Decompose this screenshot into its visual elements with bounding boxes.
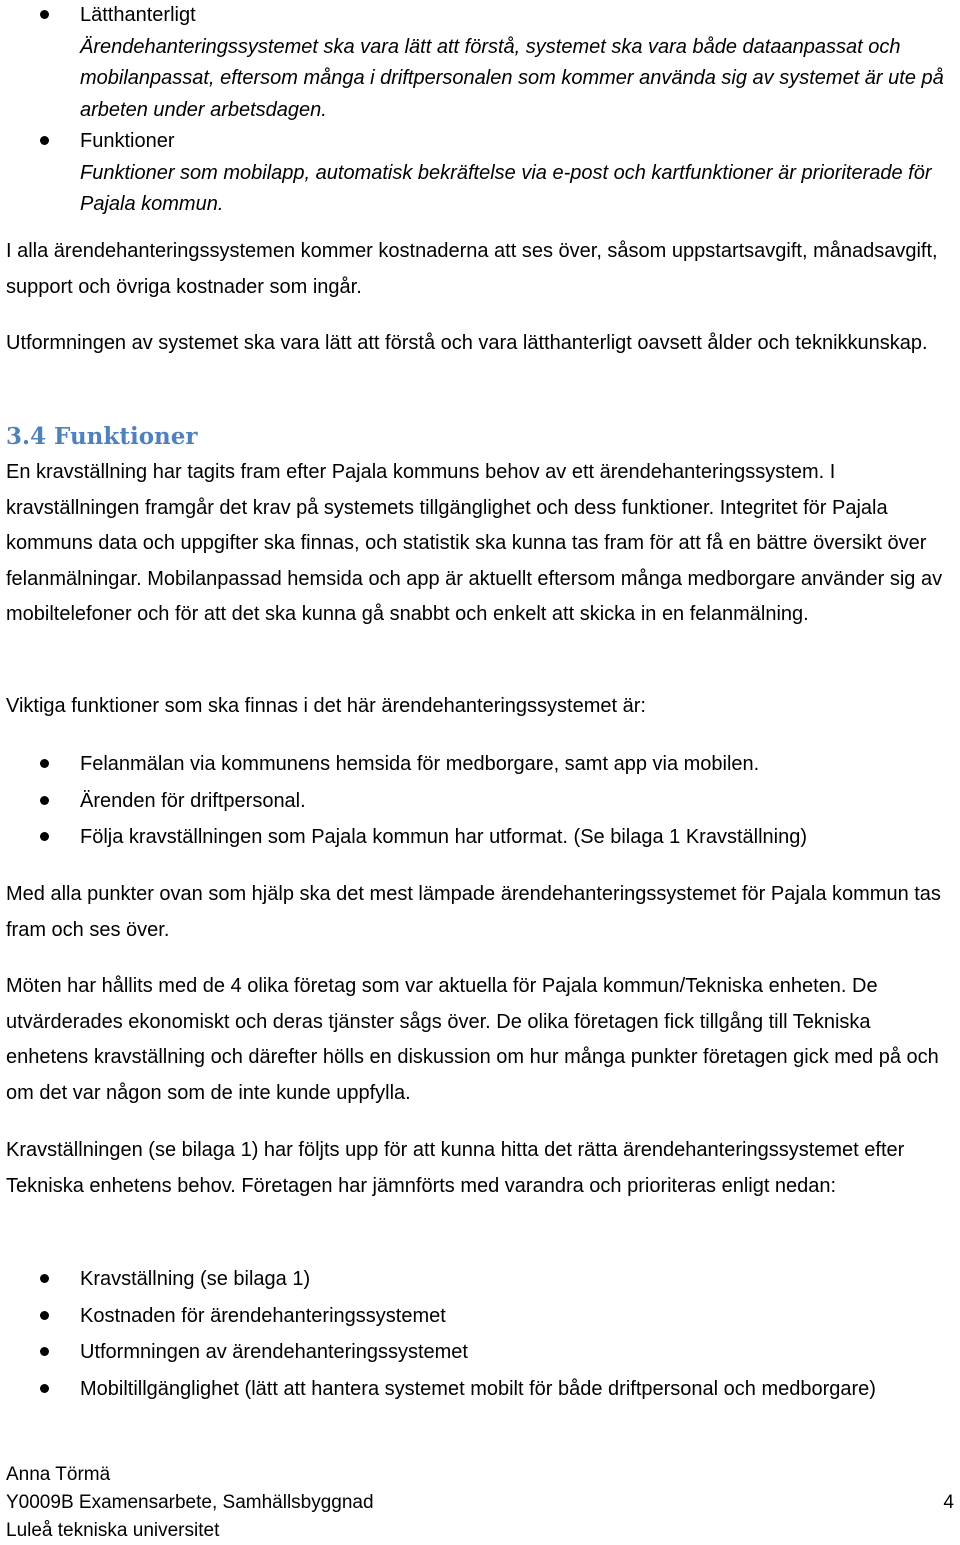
list-item-text: Kravställning (se bilaga 1) — [80, 1268, 311, 1290]
list-item — [0, 783, 960, 820]
list-item-text: Felanmälan via kommunens hemsida för medborgare, samt app via mobilen. — [80, 753, 760, 775]
bullet-icon — [40, 796, 49, 805]
paragraph-summary: Med alla punkter ovan som hjälp ska det mest lämpade ärendehanteringssystemet för Pajala kommun tas fram och ses över. — [6, 883, 941, 941]
bullet-icon — [40, 10, 49, 19]
list-item-title: Funktioner — [80, 130, 175, 152]
footer-author: Anna Törmä — [6, 1464, 111, 1485]
requirements-list — [0, 0, 960, 221]
list-item — [0, 1298, 960, 1335]
list-item — [0, 0, 960, 126]
list-item — [0, 746, 960, 783]
priority-list — [0, 1261, 960, 1407]
list-item-title: Lätthanterligt — [80, 4, 196, 26]
list-item — [0, 126, 960, 221]
list-item-description: Ärendehanteringssystemet ska vara lätt att förstå, systemet ska vara både dataanpassat och mobilanpassat, eftersom många i driftpersonalen som kommer använda sig av systemet är ute på arbeten under arbetsdagen. — [80, 35, 944, 121]
bullet-icon — [40, 832, 49, 841]
bullet-icon — [40, 1311, 49, 1320]
footer-university: Luleå tekniska universitet — [6, 1520, 220, 1541]
page-footer — [6, 1461, 954, 1545]
paragraph-priorities-intro: Kravställningen (se bilaga 1) har följts upp för att kunna hitta det rätta ärendehanteringssystemet efter Tekniska enhetens behov. Företagen har jämnförts med varandra och prioriteras enligt nedan: — [6, 1139, 905, 1197]
paragraph-functions-intro: Viktiga funktioner som ska finnas i det här ärendehanteringssystemet är: — [6, 695, 646, 717]
list-item — [0, 1261, 960, 1298]
list-item-text: Mobiltillgänglighet (lätt att hantera systemet mobilt för både driftpersonal och medborgare) — [80, 1377, 876, 1400]
bullet-icon — [40, 1347, 49, 1356]
functions-list — [0, 746, 960, 856]
footer-course: Y0009B Examensarbete, Samhällsbyggnad — [6, 1492, 374, 1513]
bullet-icon — [40, 136, 49, 145]
paragraph-costs: I alla ärendehanteringssystemen kommer kostnaderna att ses över, såsom uppstartsavgift, månadsavgift, support och övriga kostnader som ingår. — [6, 240, 938, 298]
section-heading: 3.4 Funktioner — [6, 423, 198, 450]
list-item-text: Ärenden för driftpersonal. — [80, 789, 306, 812]
list-item — [0, 1371, 960, 1408]
paragraph-meetings: Möten har hållits med de 4 olika företag som var aktuella för Pajala kommun/Tekniska enheten. De utvärderades ekonomiskt och deras tjänster sågs över. De olika företagen fick tillgång till Tekniska enhetens kravställning och därefter hölls en diskussion om hur många punkter företagen gick med på och om det var någon som de inte kunde uppfylla. — [6, 975, 939, 1104]
list-item — [0, 1334, 960, 1371]
page-number: 4 — [943, 1492, 954, 1513]
paragraph-requirements: En kravställning har tagits fram efter Pajala kommuns behov av ett ärendehanteringssystem. I kravställningen framgår det krav på systemets tillgänglighet och dess funktioner. Integritet för Pajala kommuns data och uppgifter ska finnas, och statistik ska kunna tas fram för att få en bättre översikt över felanmälningar. Mobilanpassad hemsida och app är aktuellt eftersom många medborgare använder sig av mobiltelefoner och för att det ska kunna gå snabbt och enkelt att skicka in en felanmälning. — [6, 461, 943, 625]
list-item-description: Funktioner som mobilapp, automatisk bekräftelse via e-post och kartfunktioner är prioriterade för Pajala kommun. — [80, 161, 932, 215]
list-item-text: Kostnaden för ärendehanteringssystemet — [80, 1304, 446, 1327]
list-item-text: Utformningen av ärendehanteringssystemet — [80, 1341, 468, 1363]
paragraph-design: Utformningen av systemet ska vara lätt att förstå och vara lätthanterligt oavsett ålder och teknikkunskap. — [6, 332, 928, 354]
bullet-icon — [40, 759, 49, 768]
list-item-text: Följa kravställningen som Pajala kommun har utformat. (Se bilaga 1 Kravställning) — [80, 826, 808, 848]
bullet-icon — [40, 1384, 49, 1393]
list-item — [0, 819, 960, 856]
bullet-icon — [40, 1274, 49, 1283]
